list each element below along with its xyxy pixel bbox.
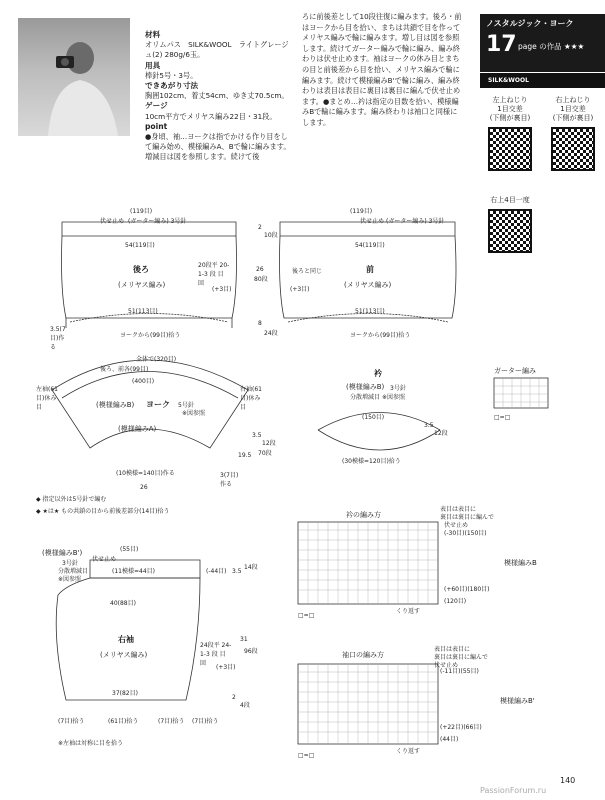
front-cast-off: 伏せ止め: [360, 218, 385, 225]
yoke-dim-12: 12段: [262, 440, 276, 447]
yoke-width-26: 26: [140, 484, 148, 491]
dim-80-rows: 80段: [254, 276, 268, 283]
front-width-51: 51(113目): [355, 308, 385, 315]
front-same-as-back: 後ろと同じ: [292, 268, 323, 275]
sleeve-dim-96: 96段: [244, 648, 258, 655]
collar-chart-r5: (+60目)(180目): [444, 586, 490, 593]
sleeve-pick-1: (7目)拾う: [58, 718, 85, 725]
garter-legend: □=□: [494, 414, 511, 421]
cuff-chart-title: 袖口の編み方: [342, 651, 384, 659]
dim-24-rows: 24段: [264, 330, 278, 337]
collar-needle: 3号針: [390, 385, 406, 392]
back-gusset: 3.5(7目)作る: [50, 326, 66, 351]
back-pick: ヨークから(99目)拾う: [120, 332, 181, 339]
sleeve-cuff-count: (11模様=44目): [112, 568, 155, 575]
back-garter: (ガーター編み) 3号針: [128, 218, 187, 225]
pattern-number: 17: [486, 32, 517, 57]
page-number: 140: [560, 776, 576, 785]
cuff-chart-repeat: くり返す: [396, 748, 421, 755]
collar-chart-r2: 裏目は裏目に編んで: [440, 514, 495, 521]
yoke-title: ヨーク: [146, 400, 170, 409]
note-1: ◆ 指定以外は5号針で編む: [36, 496, 107, 503]
material-text: オリムパス SILK&WOOL ライトグレージュ(2) 280g/6玉。: [145, 40, 289, 60]
sleeve-dec: 分散増減目: [58, 568, 89, 575]
collar-chart-r6: (120目): [444, 598, 467, 605]
qr-1-label-1: 左上ねじり: [492, 96, 528, 104]
yoke-ref: ※図参照: [182, 410, 206, 417]
yoke-dim-195: 19.5: [238, 452, 252, 459]
collar-chart-r1: 表目は表目に: [440, 506, 477, 513]
front-pick: ヨークから(99目)拾う: [350, 332, 411, 339]
back-title: 後ろ: [133, 265, 149, 274]
cuff-chart-r4: (-11目)(55目): [440, 668, 479, 675]
qr-2-label-2: 1目交差: [560, 105, 586, 113]
cuff-chart-r3: 伏せ止め: [434, 662, 459, 669]
back-cast-off: 伏せ止め: [100, 218, 125, 225]
cuff-chart-r6: (44目): [440, 736, 459, 743]
collar-chart-repeat: くり返す: [396, 608, 421, 615]
sleeve-dim-4: 4段: [240, 702, 250, 709]
back-top-count: (119目): [130, 208, 153, 215]
gauge-text: 10cm平方でメリヤス編み22目・31段。: [145, 111, 277, 121]
collar-top: (150目): [362, 414, 385, 421]
collar-chart-r4: (-30目)(150目): [444, 530, 487, 537]
sleeve-top-count: (55目): [120, 546, 139, 553]
yoke-back-front: 後ろ、前各(99目): [100, 366, 149, 373]
yoke-needle: 5号針: [178, 402, 194, 409]
cuff-chart-pattern: 模様編みB': [500, 697, 535, 705]
dim-10-rows: 10段: [264, 232, 278, 239]
sleeve-title: 右袖: [118, 635, 134, 644]
yoke-top-count: (400目): [132, 378, 155, 385]
front-pattern: (メリヤス編み): [344, 281, 392, 289]
dim-8: 8: [258, 320, 262, 327]
collar-chart-pattern: 模様編みB: [504, 559, 537, 567]
sleeve-minus44: (-44目): [206, 568, 227, 575]
qr-2-label-1: 右上ねじり: [555, 96, 591, 104]
material-heading: 材料: [145, 30, 161, 39]
collar-chart-r3: 伏せ止め: [444, 522, 469, 529]
sleeve-pattern: (模様編みB'): [42, 549, 83, 557]
sleeve-dim-31: 31: [240, 636, 248, 643]
yoke-gusset: 3(7目)作る: [220, 472, 239, 488]
size-heading: できあがり寸法: [145, 81, 199, 91]
collar-dim-35: 3.5: [424, 422, 434, 429]
sleeve-pat: (メリヤス編み): [100, 651, 148, 659]
tools-text: 棒針5号・3号。: [145, 70, 198, 80]
front-title: 前: [366, 265, 374, 274]
work-label: の作品 ★★★: [539, 42, 585, 51]
back-width-51: 51(113目): [128, 308, 158, 315]
collar-chart-title: 衿の編み方: [346, 511, 381, 519]
dim-26: 26: [256, 266, 264, 273]
sleeve-dim-2: 2: [232, 694, 236, 701]
back-increase: 20段平 20-1-3 段 目 回: [198, 262, 230, 287]
sleeve-pick-2: (61目)拾う: [108, 718, 139, 725]
back-pattern: (メリヤス編み): [118, 281, 166, 289]
yarn-name: SILK&WOOL: [488, 77, 529, 84]
yoke-pattern-b: (模様編みB): [96, 401, 135, 409]
tools-heading: 用具: [145, 60, 161, 70]
collar-title: 衿: [374, 369, 382, 378]
front-width-54: 54(119目): [355, 242, 385, 249]
front-plus3: (+3目): [290, 286, 310, 293]
watermark: PassionForum.ru: [480, 786, 547, 795]
page-label: page: [518, 42, 537, 51]
collar-chart-legend: □=□: [298, 612, 315, 619]
collar-dim-12: 12段: [434, 430, 448, 437]
collar-pattern: (模様編みB): [346, 383, 385, 391]
sleeve-ref: ※図参照: [58, 576, 82, 583]
pattern-title: ノスタルジック・ヨーク: [486, 19, 574, 28]
cuff-chart-r1: 表目は表目に: [434, 646, 471, 653]
yoke-dim-70: 70段: [258, 450, 272, 457]
back-width-54: 54(119目): [125, 242, 155, 249]
sleeve-dim-14: 14段: [244, 564, 258, 571]
back-plus3: (+3目): [212, 286, 232, 293]
yoke-bottom: (10模様=140目)作る: [116, 470, 175, 477]
sleeve-note: ※左袖は対称に目を拾う: [58, 740, 124, 747]
sleeve-needle: 3号針: [62, 560, 78, 567]
qr-1-label-2: 1目交差: [497, 105, 523, 113]
size-text: 胸囲102cm、着丈54cm、ゆき丈70.5cm。: [145, 91, 289, 101]
front-top-count: (119目): [350, 208, 373, 215]
cuff-chart-r2: 裏目は裏目に編んで: [434, 654, 489, 661]
note-2: ◆ ★は★ もの共鎖の目から前後差部分(14目)拾う: [36, 508, 170, 515]
yoke-left-sleeve: 左袖(61目)休み目: [36, 386, 58, 411]
point-text: ●身頃、袖…ヨークは指でかける作り目をして編み始め、模様編みA、Bで輪に編みます。増減目は図を参照します。続けて後: [145, 132, 291, 162]
sleeve-width-37: 37(82目): [112, 690, 138, 697]
sleeve-width-40: 40(88目): [110, 600, 136, 607]
cuff-chart-r5: (+22目)(66目): [440, 724, 482, 731]
cuff-chart-legend: □=□: [298, 752, 315, 759]
yoke-pattern-a: (模様編みA): [118, 425, 157, 433]
yoke-dim-35: 3.5: [252, 432, 262, 439]
qr-2-label-3: (下側が裏目): [552, 114, 594, 122]
sleeve-plus3: (+3目): [216, 664, 236, 671]
front-garter: (ガーター編み) 3号針: [386, 218, 445, 225]
yoke-all-count: 全体で(320目): [136, 356, 177, 363]
collar-ref: ※図参照: [382, 394, 406, 401]
collar-dec: 分散増減目: [350, 394, 381, 401]
point-heading: point: [145, 121, 168, 131]
qr-3-label: 右上4目一度: [490, 196, 530, 204]
collar-pick: (30模様=120目)拾う: [342, 458, 401, 465]
yoke-right-sleeve: 右袖(61目)休み目: [240, 386, 262, 411]
sleeve-increase: 24段平 24-1-3 段 目 回: [200, 642, 232, 667]
sleeve-dim-35: 3.5: [232, 568, 242, 575]
instructions-text: ろに前後差として10段往復に編みます。後ろ・前はヨークから目を拾い、まちは共鎖で目を作ってメリヤス編みで輪に編みます。増し目は図を参照します。続けてガーター編みで輪に編み、編み終わりは伏せ止めます。袖はヨークの休み目とまちの目と前後差から目を拾い、メリヤス編みで輪に編みます。続けて模様編みB'で輪に編み、編み終わりは表目は表目に裏目は裏目に編んで伏せ止めます。●まとめ…衿は指定の目数を拾い、模様編みBで輪に編みます。編み終わりは袖口と同様にします。: [302, 12, 462, 127]
sleeve-cast-off: 伏せ止め: [92, 556, 117, 563]
qr-1-label-3: (下側が裏目): [489, 114, 531, 122]
garter-chart-title: ガーター編み: [494, 367, 536, 375]
gauge-heading: ゲージ: [145, 101, 168, 111]
sleeve-pick-3: (7目)拾う: [158, 718, 185, 725]
dim-2: 2: [258, 224, 262, 231]
sleeve-pick-4: (7目)拾う: [192, 718, 219, 725]
